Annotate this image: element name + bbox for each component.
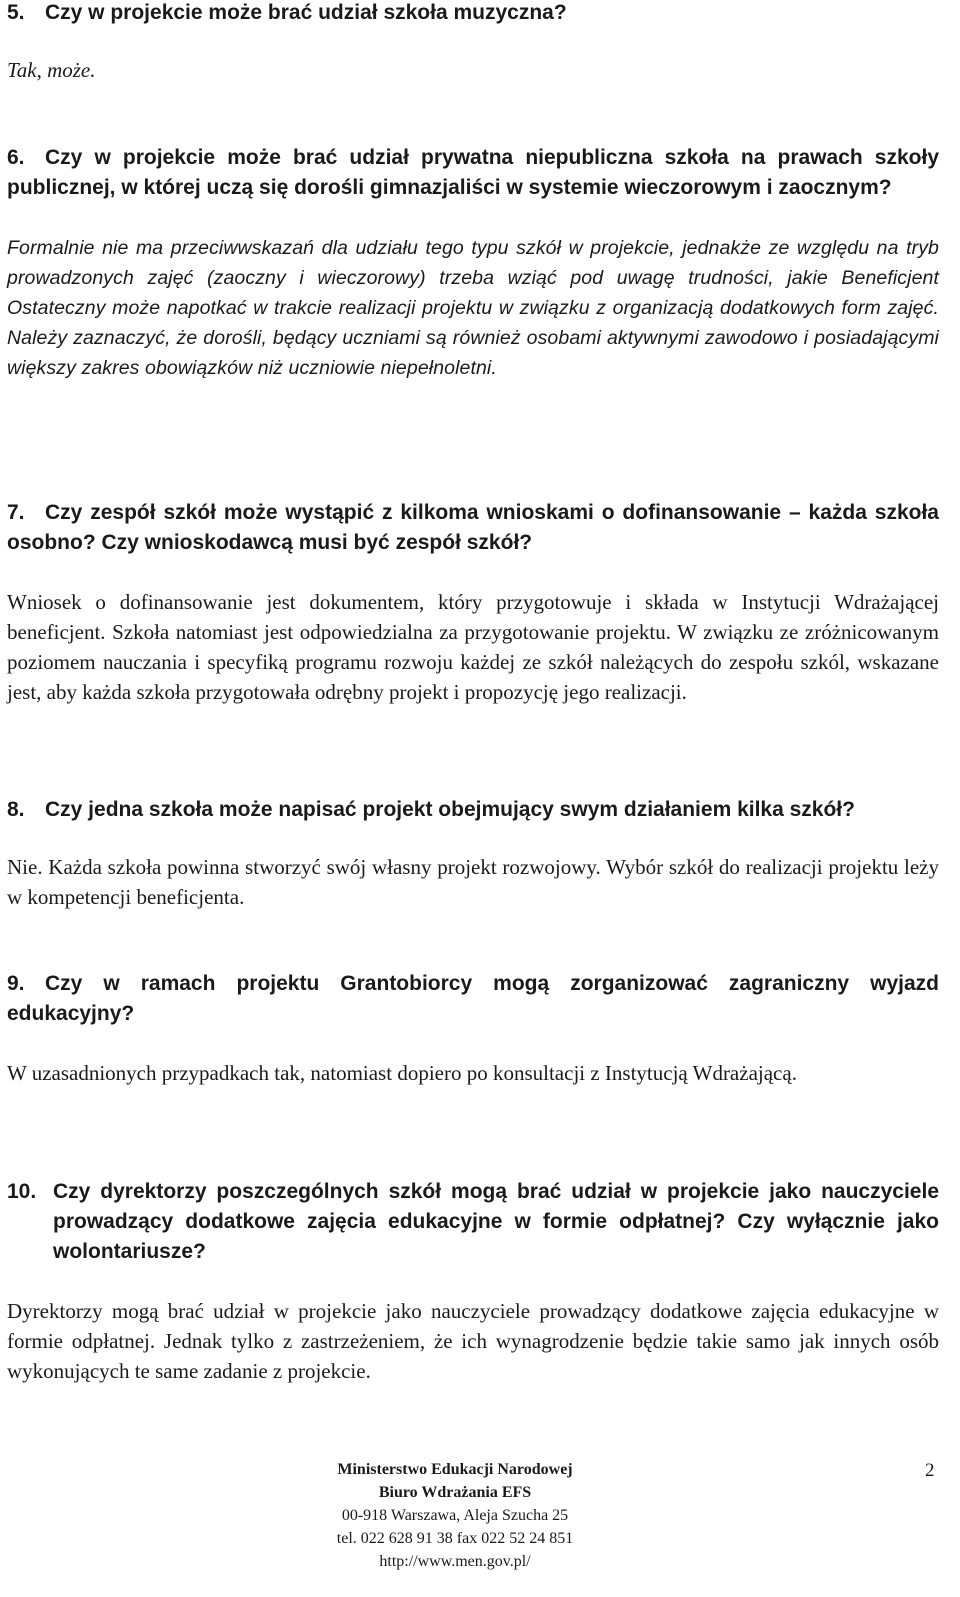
question-number: 9.: [7, 972, 25, 995]
answer-8: Nie. Każda szkoła powinna stworzyć swój własny projekt rozwojowy. Wybór szkół do realizacji projektu leży w kompetencji beneficjenta.: [7, 855, 939, 909]
answer-5: Tak, może.: [7, 58, 96, 82]
question-10: [7, 1177, 939, 1267]
footer-url: http://www.men.gov.pl/: [379, 1553, 531, 1570]
answer-9: W uzasadnionych przypadkach tak, natomiast dopiero po konsultacji z Instytucją Wdrażającą.: [7, 1061, 797, 1085]
question-number: 10.: [7, 1180, 37, 1203]
question-7: [7, 498, 939, 558]
footer-address: 00-918 Warszawa, Aleja Szucha 25: [341, 1507, 569, 1524]
question-5: [7, 0, 939, 28]
question-number: 5.: [7, 1, 25, 24]
footer-phone: tel. 022 628 91 38 fax 022 52 24 851: [336, 1530, 574, 1547]
question-text: Czy w ramach projektu Grantobiorcy mogą zorganizować zagraniczny wyjazd edukacyjny?: [7, 972, 939, 1025]
question-text: Czy zespół szkół może wystąpić z kilkoma wnioskami o dofinansowanie – każda szkoła osobno? Czy wnioskodawcą musi być zespół szkół?: [7, 501, 939, 554]
footer-org: Ministerstwo Edukacji Narodowej: [337, 1461, 573, 1478]
question-text: Czy w projekcie może brać udział szkoła muzyczna?: [45, 1, 567, 24]
question-text: Czy w projekcie może brać udział prywatna niepubliczna szkoła na prawach szkoły publicznej, w której uczą się dorośli gimnazjaliści w systemie wieczorowym i zaocznym?: [7, 146, 939, 199]
page-footer: [290, 1458, 620, 1573]
question-text: Czy dyrektorzy poszczególnych szkół mogą brać udział w projekcie jako nauczyciele prowadzący dodatkowe zajęcia edukacyjne w formie odpłatnej? Czy wyłącznie jako wolontariusze?: [53, 1180, 939, 1263]
question-number: 8.: [7, 798, 25, 821]
answer-10: Dyrektorzy mogą brać udział w projekcie jako nauczyciele prowadzący dodatkowe zajęcia edukacyjne w formie odpłatnej. Jednak tylko z zastrzeżeniem, że ich wynagrodzenie będzie takie samo jak innych osób wykonujących te same zadanie z projekcie.: [7, 1299, 939, 1383]
question-9: [7, 969, 939, 1029]
question-text: Czy jedna szkoła może napisać projekt obejmujący swym działaniem kilka szkół?: [45, 798, 855, 821]
question-number: 6.: [7, 146, 25, 169]
question-6: [7, 143, 939, 203]
footer-unit: Biuro Wdrażania EFS: [378, 1484, 532, 1501]
page-number: 2: [925, 1460, 935, 1481]
answer-6: Formalnie nie ma przeciwwskazań dla udziału tego typu szkół w projekcie, jednakże ze względu na tryb prowadzonych zajęć (zaoczny i wieczorowy) trzeba wziąć pod uwagę trudności, jakie Beneficjent Ostateczny może napotkać w trakcie realizacji projektu w związku z organizacją dodatkowych form zajęć. Należy zaznaczyć, że dorośli, będący uczniami są również osobami aktywnymi zawodowo i posiadającymi większy zakres obowiązków niż uczniowie niepełnoletni.: [7, 237, 939, 379]
answer-7: Wniosek o dofinansowanie jest dokumentem, który przygotowuje i składa w Instytucji Wdrażającej beneficjent. Szkoła natomiast jest odpowiedzialna za przygotowanie projektu. W związku ze zróżnicowanym poziomem nauczania i specyfiką programu rozwoju każdej ze szkół należących do zespołu szkól, wskazane jest, aby każda szkoła przygotowała odrębny projekt i propozycję jego realizacji.: [7, 590, 939, 704]
question-8: [7, 795, 939, 825]
question-number: 7.: [7, 501, 25, 524]
